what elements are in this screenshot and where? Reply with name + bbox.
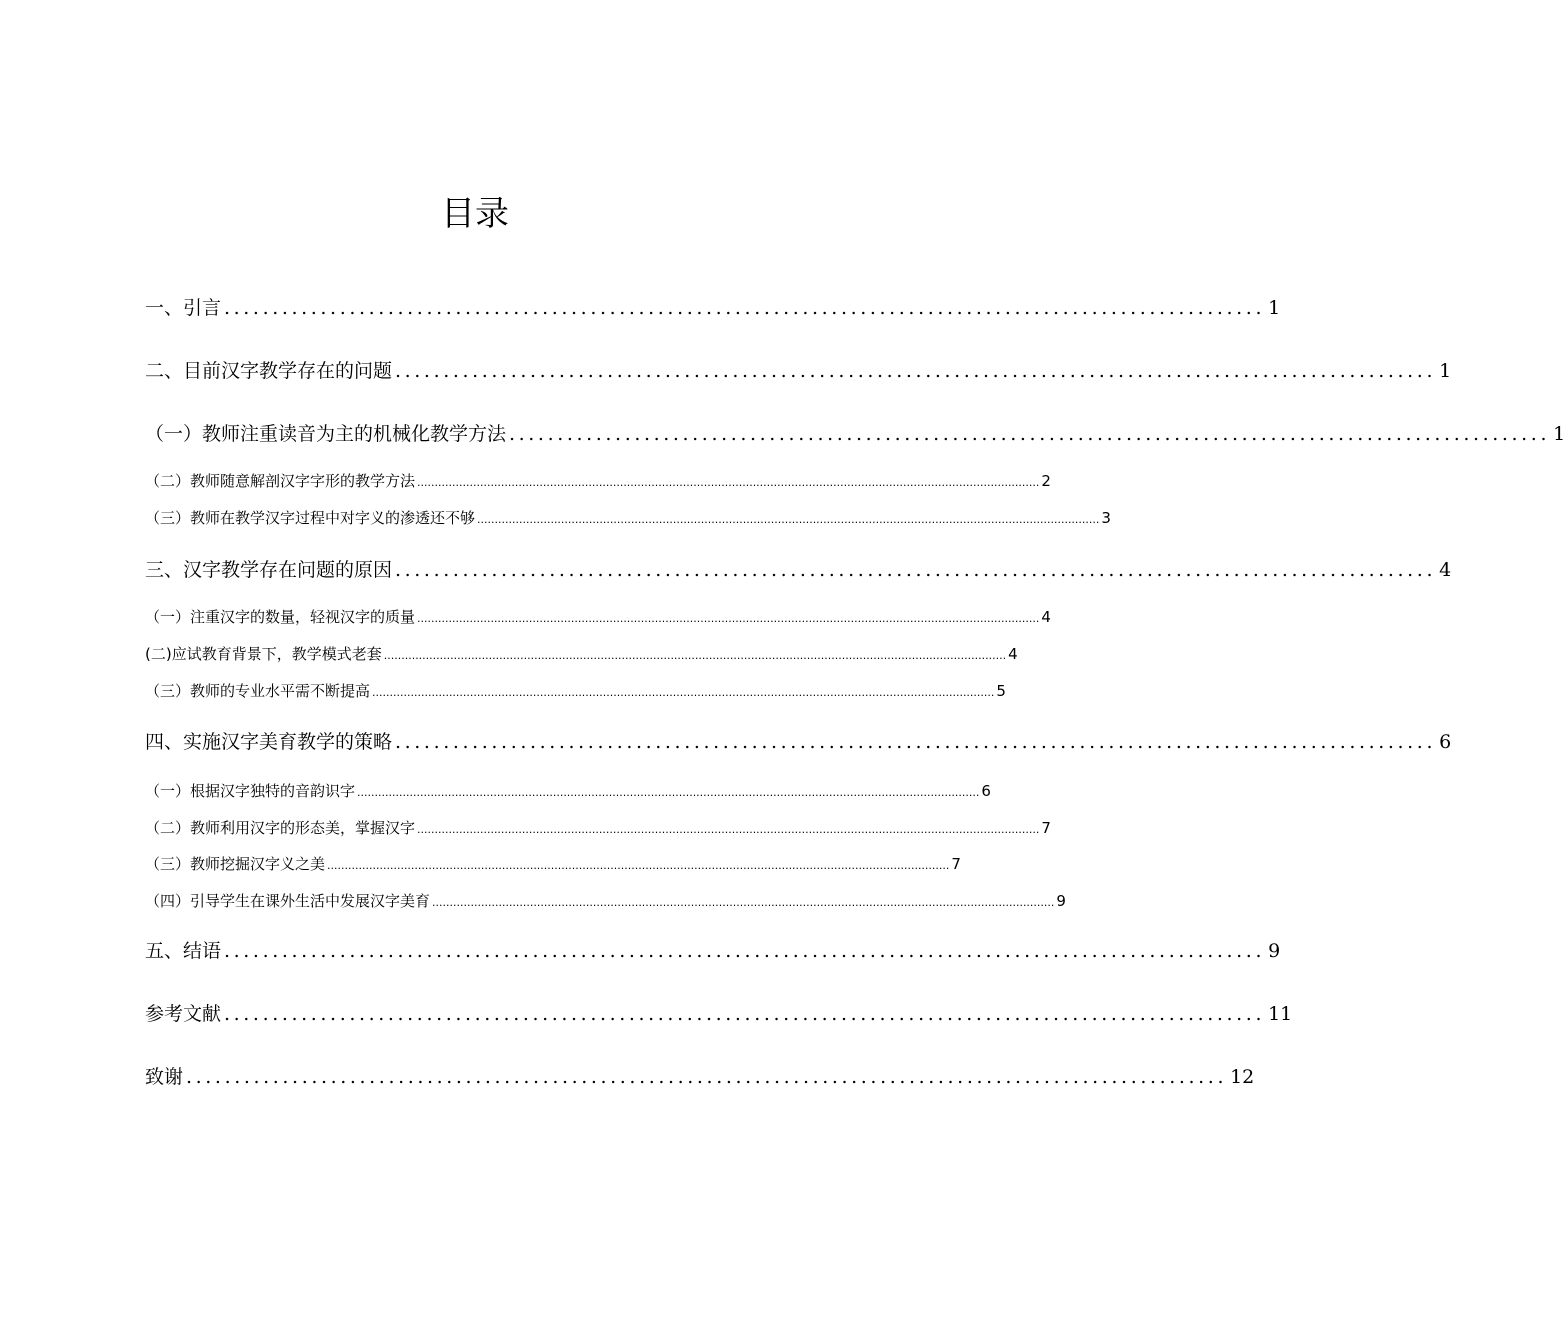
toc-entry[interactable] <box>145 728 1452 756</box>
toc-entry[interactable] <box>145 890 1066 914</box>
toc-entry-label: （一）根据汉字独特的音韵识字 <box>145 782 356 800</box>
dot-leader: ............................................................................................................ <box>224 297 1266 319</box>
toc-entry[interactable] <box>145 470 1051 494</box>
toc-entry[interactable] <box>145 853 961 877</box>
toc-entry[interactable] <box>145 643 1018 667</box>
toc-entry[interactable] <box>145 680 1006 704</box>
dot-leader: ............................................................................................................ <box>224 1003 1266 1025</box>
toc-entry-page: 5 <box>996 682 1006 700</box>
dot-leader: .................................................................................................................................................................................. <box>417 612 1040 625</box>
toc-entry-label: (二)应试教育背景下，教学模式老套 <box>145 645 382 663</box>
toc-entry-page: 1 <box>1439 360 1452 382</box>
dot-leader: .................................................................................................................................................................................. <box>383 649 1007 662</box>
toc-entry[interactable] <box>145 294 1281 322</box>
toc-entry-label: 五、结语 <box>145 940 222 962</box>
toc-entry[interactable] <box>145 420 1565 448</box>
toc-entry-label: （一）教师注重读音为主的机械化教学方法 <box>145 423 507 445</box>
toc-entry-label: 三、汉字教学存在问题的原因 <box>145 559 393 581</box>
dot-leader: ............................................................................................................ <box>224 940 1266 962</box>
toc-entry-page: 6 <box>1439 731 1452 753</box>
dot-leader: .................................................................................................................................................................................. <box>357 786 980 799</box>
toc-entry-label: 二、目前汉字教学存在的问题 <box>145 360 393 382</box>
toc-entry-label: 致谢 <box>145 1066 184 1088</box>
toc-entry-label: 一、引言 <box>145 297 222 319</box>
toc-entry[interactable] <box>145 606 1051 630</box>
dot-leader: ............................................................................................................ <box>509 423 1551 445</box>
toc-entry-page: 9 <box>1056 892 1066 910</box>
toc-entry-label: 四、实施汉字美育教学的策略 <box>145 731 393 753</box>
toc-entry-page: 2 <box>1041 472 1051 490</box>
dot-leader: ............................................................................................................ <box>186 1066 1228 1088</box>
dot-leader: .................................................................................................................................................................................. <box>417 823 1040 836</box>
toc-entry[interactable] <box>145 507 1111 531</box>
toc-entry-label: （二）教师利用汉字的形态美，掌握汉字 <box>145 819 416 837</box>
toc-entry-label: （三）教师挖掘汉字义之美 <box>145 855 326 873</box>
toc-entry-page: 3 <box>1101 509 1111 527</box>
dot-leader: ............................................................................................................ <box>395 559 1437 581</box>
toc-entry-page: 12 <box>1230 1066 1255 1088</box>
dot-leader: .................................................................................................................................................................................. <box>477 513 1100 526</box>
toc-entry[interactable] <box>145 817 1051 841</box>
toc-title: 目录 <box>441 194 509 234</box>
toc-entry-page: 1 <box>1553 423 1565 445</box>
toc-entry-page: 9 <box>1268 940 1281 962</box>
dot-leader: .................................................................................................................................................................................. <box>327 859 950 872</box>
toc-entry-page: 7 <box>951 855 961 873</box>
toc-entry[interactable] <box>145 1000 1293 1028</box>
toc-entry-page: 6 <box>981 782 991 800</box>
toc-entry[interactable] <box>145 937 1281 965</box>
dot-leader: .................................................................................................................................................................................. <box>432 896 1055 909</box>
toc-entry-page: 4 <box>1041 608 1051 626</box>
toc-entry-page: 7 <box>1041 819 1051 837</box>
toc-entry-page: 11 <box>1268 1003 1293 1025</box>
toc-entry-page: 4 <box>1439 559 1452 581</box>
toc-entry-page: 4 <box>1008 645 1018 663</box>
toc-entry[interactable] <box>145 1063 1255 1091</box>
dot-leader: .................................................................................................................................................................................. <box>417 476 1040 489</box>
dot-leader: ............................................................................................................ <box>395 360 1437 382</box>
toc-entry-label: （三）教师的专业水平需不断提高 <box>145 682 371 700</box>
toc-entry-label: （二）教师随意解剖汉字字形的教学方法 <box>145 472 416 490</box>
toc-entry-label: 参考文献 <box>145 1003 222 1025</box>
toc-entry[interactable] <box>145 357 1452 385</box>
toc-entry-label: （三）教师在教学汉字过程中对字义的渗透还不够 <box>145 509 476 527</box>
toc-entry-label: （一）注重汉字的数量，轻视汉字的质量 <box>145 608 416 626</box>
toc-entry-label: （四）引导学生在课外生活中发展汉字美育 <box>145 892 431 910</box>
toc-entry[interactable] <box>145 780 991 804</box>
toc-entry[interactable] <box>145 556 1452 584</box>
dot-leader: ............................................................................................................ <box>395 731 1437 753</box>
dot-leader: .................................................................................................................................................................................. <box>372 686 995 699</box>
toc-entry-page: 1 <box>1268 297 1281 319</box>
